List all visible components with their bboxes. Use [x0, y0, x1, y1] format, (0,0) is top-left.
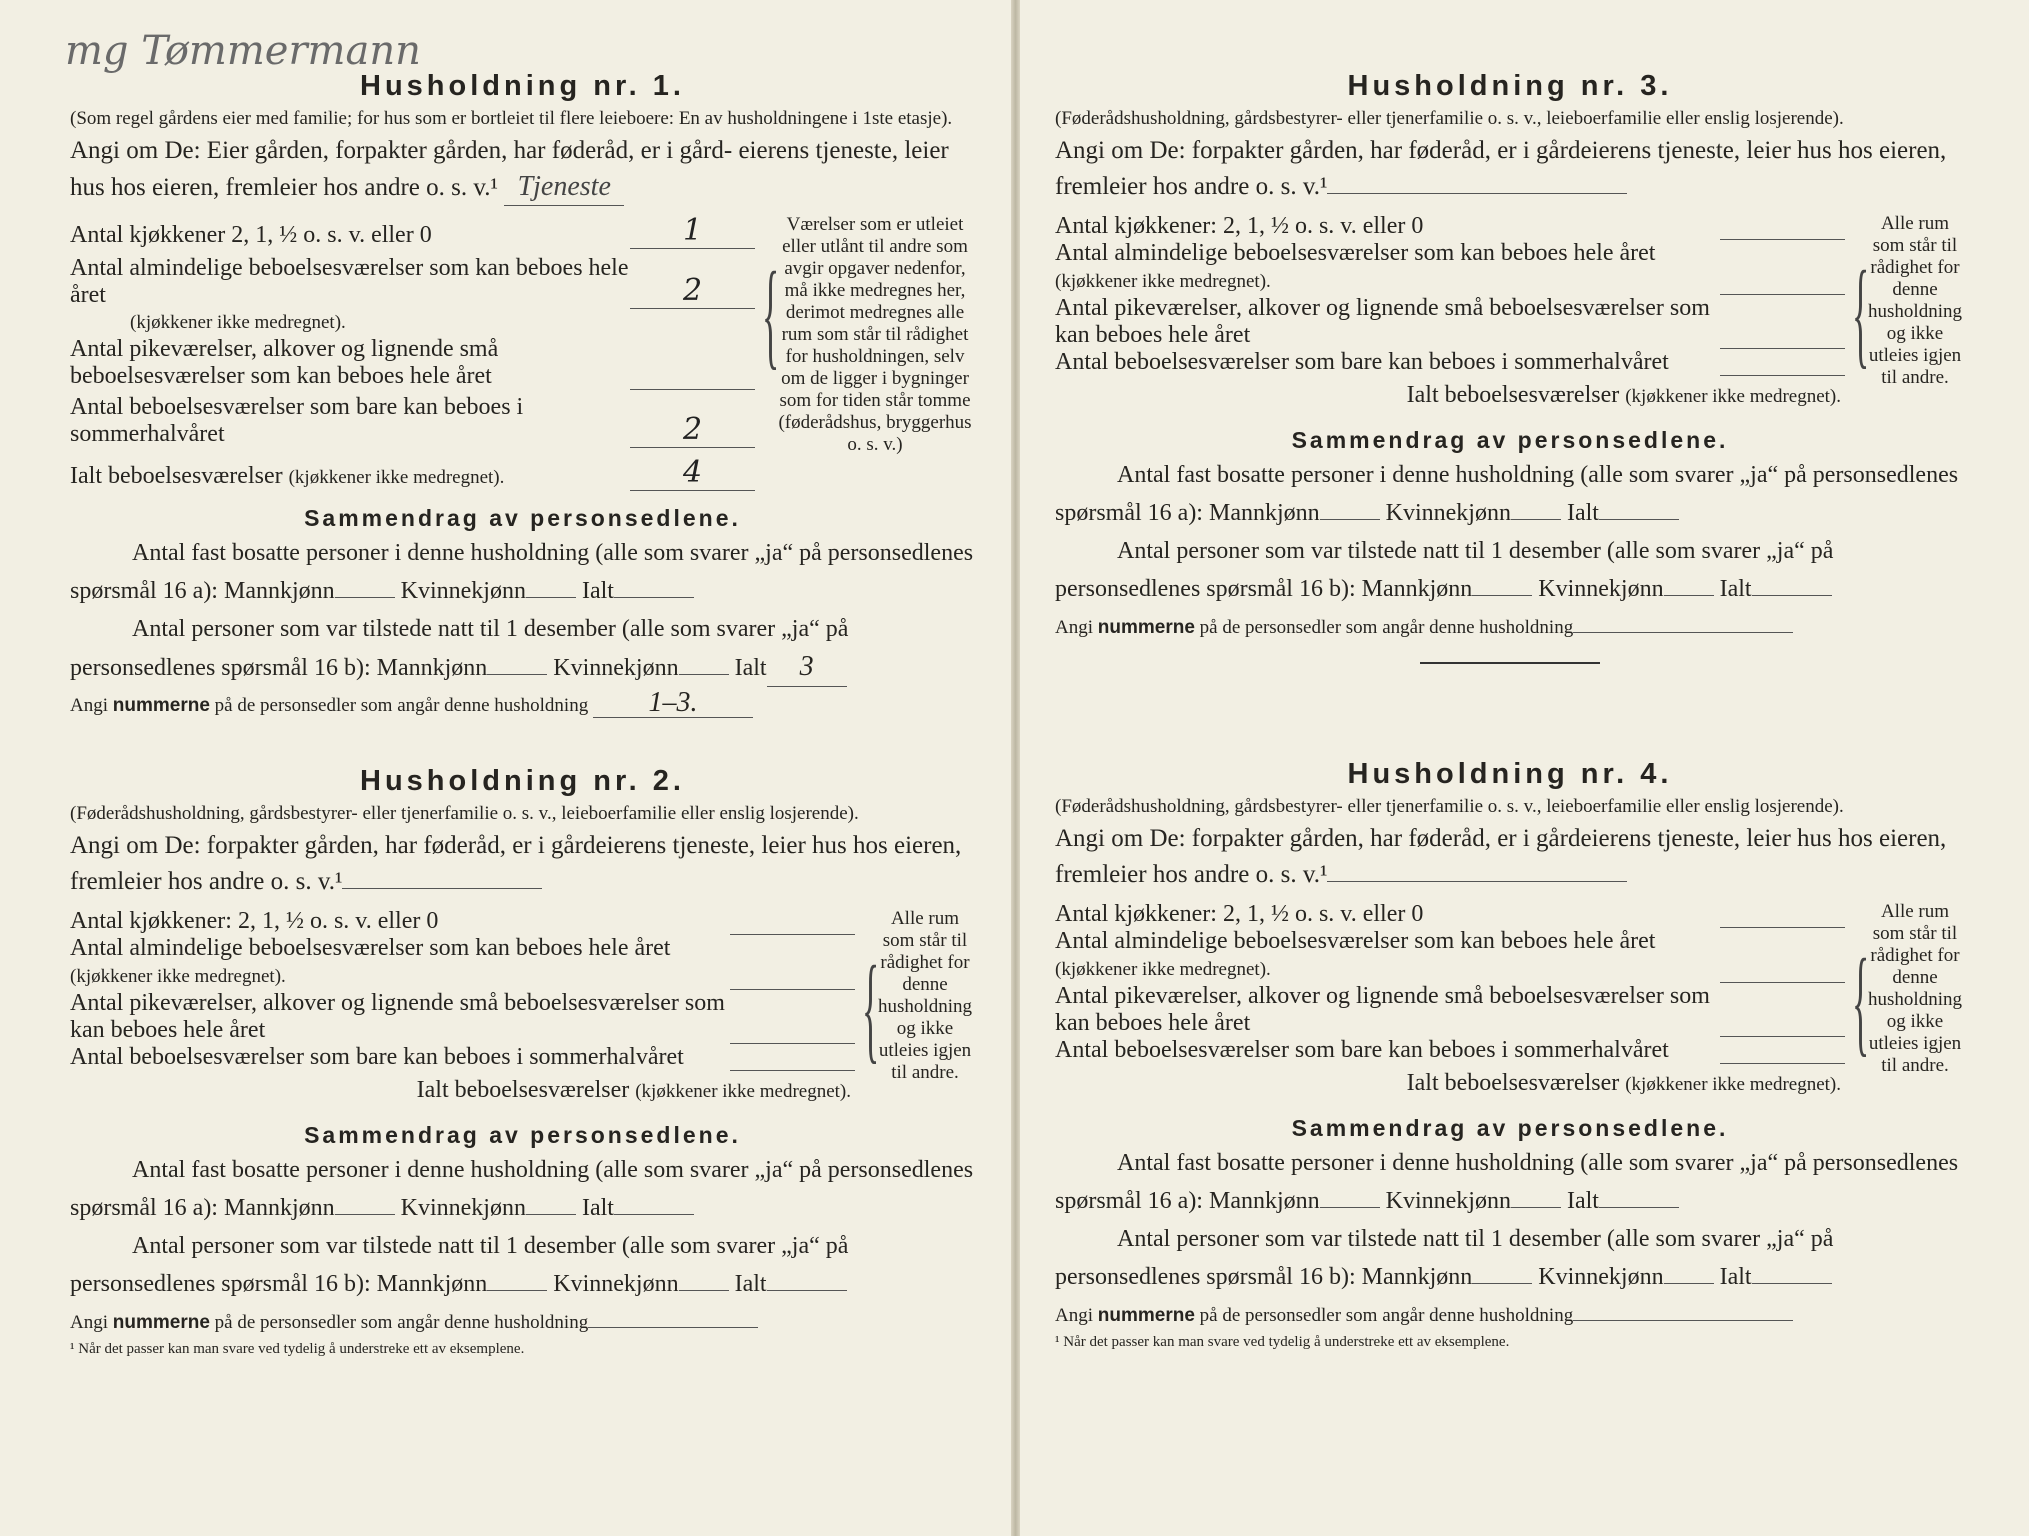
nummer-blank [1573, 610, 1793, 633]
nummer-pre: Angi [1055, 1305, 1093, 1326]
angi-blank [1327, 171, 1627, 194]
rooms-note: (kjøkkener ikke medregnet). [1055, 959, 1271, 980]
nummer-line [1055, 610, 1965, 642]
section-divider [1420, 662, 1600, 664]
maid-field [70, 990, 855, 1044]
kvinne-label: Kvinnekjønn [1538, 1264, 1664, 1290]
rooms-note: (kjøkkener ikke medregnet). [1055, 271, 1271, 292]
total-field [1055, 1068, 1845, 1100]
mann-label: Mannkjønn [376, 655, 488, 681]
mann-blank [335, 575, 395, 598]
rooms-text: Antal almindelige beboelsesværelser som kan beboes hele året [1055, 928, 1656, 954]
household-1 [70, 70, 975, 720]
mann-blank [335, 1192, 395, 1215]
summer-field [70, 394, 755, 448]
maid-value [730, 1043, 855, 1044]
total-note: (kjøkkener ikke medregnet). [288, 467, 505, 488]
household-1-angi [70, 133, 975, 206]
kitchens-value: 1 [630, 214, 755, 249]
footnote: ¹ Når det passer kan man svare ved tydelig å understreke ett av eksemplene. [1055, 1334, 1510, 1350]
rooms-value [1720, 982, 1845, 983]
kitchens-label: Antal kjøkkener 2, 1, ½ o. s. v. eller 0 [70, 222, 432, 248]
ialt-label: Ialt [1566, 1188, 1599, 1214]
maid-field [1055, 295, 1845, 349]
summer-label: Antal beboelsesværelser som bare kan beboes i sommerhalvåret [70, 1044, 684, 1070]
maid-value [1720, 1036, 1845, 1037]
nummer-blank [1573, 1298, 1793, 1321]
summary-title: Sammendrag av personsedlene. [1291, 1115, 1729, 1141]
summary-present [70, 610, 975, 687]
rooms-fields [70, 214, 755, 491]
rooms-note-text: (kjøkkener ikke medregnet). [130, 312, 346, 333]
total-label [70, 463, 630, 491]
summer-value [1720, 1063, 1845, 1064]
total-label-text: Ialt beboelsesværelser [416, 1077, 630, 1103]
summary-title: Sammendrag av personsedlene. [304, 1122, 741, 1148]
fast-text: Antal fast bosatte personer i denne husholdning (alle som svarer „ja“ på personsedlenes spørsmål 16 a): [70, 540, 974, 604]
rooms-text: Antal almindelige beboelsesværelser som kan beboes hele året [70, 935, 671, 961]
nummer-post: på de personsedler som angår denne husholdning [1199, 617, 1574, 638]
total-note: (kjøkkener ikke medregnet). [635, 1081, 851, 1102]
ialt-blank [1752, 1261, 1832, 1284]
angi-text: Angi om De: Eier gården, forpakter gården, har føderåd, er i gård- eierens tjeneste, leier hus hos eieren, fremleier hos andre o. s. v.¹ [70, 137, 949, 201]
nummer-bold: nummerne [1097, 1305, 1195, 1326]
household-2 [70, 765, 975, 1358]
kitchens-value [1720, 239, 1845, 240]
household-3-angi [1055, 133, 1965, 205]
summer-field [70, 1044, 855, 1071]
angi-answer: Tjeneste [504, 169, 624, 206]
kvinne-blank [526, 1192, 576, 1215]
household-4-note: (Føderådshusholdning, gårdsbestyrer- eller tjenerfamilie o. s. v., leieboerfamilie eller enslig losjerende). [1055, 796, 1844, 817]
kitchens-value [730, 934, 855, 935]
mann-blank [487, 1268, 547, 1291]
summary-fast [1055, 456, 1965, 532]
kvinne-blank [526, 575, 576, 598]
total-note: (kjøkkener ikke medregnet). [1625, 1074, 1841, 1095]
ialt-label: Ialt [1566, 500, 1599, 526]
household-2-angi [70, 828, 975, 900]
present-text: Antal personer som var tilstede natt til 1 desember (alle som svarer „ja“ på personsedlenes spørsmål 16 b): [70, 1233, 849, 1297]
angi-text: Angi om De: forpakter gården, har føderåd, er i gårdeierens tjeneste, leier hus hos eieren, fremleier hos andre o. s. v.¹ [1055, 137, 1947, 200]
ialt-blank [614, 1192, 694, 1215]
household-3-note: (Føderådshusholdning, gårdsbestyrer- eller tjenerfamilie o. s. v., leieboerfamilie eller enslig losjerende). [1055, 108, 1844, 129]
summer-value [730, 1070, 855, 1071]
mann-blank [1472, 573, 1532, 596]
rooms-note: (kjøkkener ikke medregnet). [70, 966, 286, 987]
summary-fast [70, 534, 975, 610]
handwritten-top-note: mg Tømmermann [65, 28, 421, 74]
total-label-text: Ialt beboelsesværelser [1406, 1070, 1620, 1096]
rooms-field [1055, 240, 1845, 295]
household-2-note: (Føderådshusholdning, gårdsbestyrer- eller tjenerfamilie o. s. v., leieboerfamilie eller enslig losjerende). [70, 803, 859, 824]
mann-blank [1472, 1261, 1532, 1284]
household-2-title: Husholdning nr. 2. [360, 765, 685, 797]
household-3-title: Husholdning nr. 3. [1347, 70, 1673, 102]
kvinne-blank [1664, 1261, 1714, 1284]
nummer-value: 1–3. [593, 689, 753, 718]
nummer-bold: nummerne [112, 1312, 210, 1333]
ialt-label: Ialt [581, 578, 614, 604]
kitchens-label: Antal kjøkkener: 2, 1, ½ o. s. v. eller 0 [1055, 213, 1424, 239]
brace-icon: { [1852, 246, 1870, 379]
brace-icon: { [862, 941, 880, 1074]
kitchens-field [70, 908, 855, 935]
angi-blank [342, 866, 542, 889]
rooms-field [70, 255, 755, 309]
nummer-pre: Angi [70, 1312, 108, 1333]
page-gutter [1011, 0, 1020, 1536]
mann-label: Mannkjønn [376, 1271, 488, 1297]
present-text: Antal personer som var tilstede natt til 1 desember (alle som svarer „ja“ på personsedlenes spørsmål 16 b): [70, 616, 849, 681]
rooms-value [730, 989, 855, 990]
summary-title: Sammendrag av personsedlene. [304, 505, 741, 531]
ialt-label: Ialt [1719, 1264, 1752, 1290]
summer-field [1055, 349, 1845, 376]
rooms-value: 2 [630, 274, 755, 309]
nummer-bold: nummerne [1097, 617, 1195, 638]
present-text: Antal personer som var tilstede natt til 1 desember (alle som svarer „ja“ på personsedlenes spørsmål 16 b): [1055, 1226, 1834, 1290]
brace-icon: { [1852, 934, 1870, 1067]
maid-label: Antal pikeværelser, alkover og lignende små beboelsesværelser som kan beboes hele året [70, 990, 725, 1043]
maid-field [70, 336, 755, 390]
rooms-value [1720, 294, 1845, 295]
summary-title: Sammendrag av personsedlene. [1291, 427, 1729, 453]
kvinne-label: Kvinnekjønn [1385, 500, 1511, 526]
kvinne-label: Kvinnekjønn [1538, 576, 1664, 602]
mann-label: Mannkjønn [1208, 500, 1320, 526]
side-note: Alle rum som står til rådighet for denne husholdning og ikke utleies igjen til andre. [878, 908, 972, 1083]
nummer-post: på de personsedler som angår denne husholdning [214, 695, 589, 716]
summer-value [1720, 375, 1845, 376]
mann-blank [1320, 1185, 1380, 1208]
kvinne-blank [1511, 1185, 1561, 1208]
kitchens-field [1055, 901, 1845, 928]
kvinne-label: Kvinnekjønn [400, 1195, 526, 1221]
mann-label: Mannkjønn [223, 578, 335, 604]
ialt-label: Ialt [734, 1271, 767, 1297]
kitchens-field [1055, 213, 1845, 240]
nummer-blank [588, 1305, 758, 1328]
nummer-post: på de personsedler som angår denne husholdning [214, 1312, 589, 1333]
maid-value [1720, 348, 1845, 349]
kvinne-blank [1511, 497, 1561, 520]
total-label-text: Ialt beboelsesværelser [1406, 382, 1620, 408]
kitchens-field [70, 214, 755, 249]
ialt-blank [1752, 573, 1832, 596]
kitchens-label: Antal kjøkkener: 2, 1, ½ o. s. v. eller 0 [70, 908, 439, 934]
household-3 [1055, 70, 1965, 664]
nummer-line [70, 689, 975, 720]
summary-present [1055, 1220, 1965, 1296]
ialt-blank [1599, 1185, 1679, 1208]
present-text: Antal personer som var tilstede natt til 1 desember (alle som svarer „ja“ på personsedlenes spørsmål 16 b): [1055, 538, 1834, 602]
mann-blank [487, 652, 547, 675]
household-4 [1055, 758, 1965, 1351]
summary-present [70, 1227, 975, 1303]
summer-label: Antal beboelsesværelser som bare kan beboes i sommerhalvåret [1055, 1037, 1669, 1063]
nummer-pre: Angi [1055, 617, 1093, 638]
rooms-block [1055, 213, 1965, 413]
household-4-title: Husholdning nr. 4. [1347, 758, 1673, 790]
ialt-blank [767, 1268, 847, 1291]
summary-fast [1055, 1144, 1965, 1220]
household-1-title: Husholdning nr. 1. [360, 70, 685, 102]
side-note: Alle rum som står til rådighet for denne husholdning og ikke utleies igjen til andre. [1868, 213, 1962, 388]
total-field [70, 456, 755, 491]
ialt-label: Ialt [581, 1195, 614, 1221]
angi-text: Angi om De: forpakter gården, har føderåd, er i gårdeierens tjeneste, leier hus hos eieren, fremleier hos andre o. s. v.¹ [70, 832, 962, 895]
rooms-fields [70, 908, 855, 1107]
kitchens-label: Antal kjøkkener: 2, 1, ½ o. s. v. eller 0 [1055, 901, 1424, 927]
kvinne-label: Kvinnekjønn [400, 578, 526, 604]
kitchens-value [1720, 927, 1845, 928]
total-field [70, 1075, 855, 1107]
kvinne-label: Kvinnekjønn [1385, 1188, 1511, 1214]
rooms-label [70, 935, 730, 990]
kvinne-blank [679, 652, 729, 675]
maid-label: Antal pikeværelser, alkover og lignende små beboelsesværelser som kan beboes hele året [1055, 295, 1710, 348]
side-note: Værelser som er utleiet eller utlånt til andre som avgir opgaver nedenfor, må ikke medregnes her, derimot medregnes alle rum som står til rådighet for husholdningen, selv om de ligger i bygninger som for tiden står tomme (føderådshus, bryggerhus o. s. v.) [778, 214, 972, 455]
rooms-block [1055, 901, 1965, 1101]
nummer-line [70, 1305, 975, 1337]
total-label [1055, 380, 1845, 412]
rooms-field [70, 935, 855, 990]
maid-field [1055, 983, 1845, 1037]
summer-label: Antal beboelsesværelser som bare kan beboes i sommerhalvåret [70, 394, 524, 447]
total-note: (kjøkkener ikke medregnet). [1625, 386, 1841, 407]
rooms-label [1055, 240, 1720, 295]
angi-text: Angi om De: forpakter gården, har føderåd, er i gårdeierens tjeneste, leier hus hos eieren, fremleier hos andre o. s. v.¹ [1055, 825, 1947, 888]
rooms-block [70, 214, 975, 491]
summary-fast [70, 1151, 975, 1227]
footnote: ¹ Når det passer kan man svare ved tydelig å understreke ett av eksemplene. [70, 1341, 525, 1357]
side-note: Alle rum som står til rådighet for denne husholdning og ikke utleies igjen til andre. [1868, 901, 1962, 1076]
rooms-note [70, 309, 755, 336]
mann-blank [1320, 497, 1380, 520]
mann-label: Mannkjønn [223, 1195, 335, 1221]
summary-present [1055, 532, 1965, 608]
brace-icon: { [762, 247, 780, 380]
summer-value: 2 [630, 413, 755, 448]
maid-value [630, 389, 755, 390]
summer-field [1055, 1037, 1845, 1064]
rooms-text: Antal almindelige beboelsesværelser som kan beboes hele året [1055, 240, 1656, 266]
mann-label: Mannkjønn [1361, 1264, 1473, 1290]
fast-text: Antal fast bosatte personer i denne husholdning (alle som svarer „ja“ på personsedlenes spørsmål 16 a): [1055, 1150, 1959, 1214]
household-4-angi [1055, 821, 1965, 893]
mann-label: Mannkjønn [1361, 576, 1473, 602]
total-label [1055, 1068, 1845, 1100]
rooms-block [70, 908, 975, 1108]
ialt-blank [614, 575, 694, 598]
total-label [70, 1075, 855, 1107]
kvinne-blank [679, 1268, 729, 1291]
rooms-fields [1055, 901, 1845, 1100]
kvinne-label: Kvinnekjønn [553, 1271, 679, 1297]
summer-label: Antal beboelsesværelser som bare kan beboes i sommerhalvåret [1055, 349, 1669, 375]
maid-label: Antal pikeværelser, alkover og lignende små beboelsesværelser som kan beboes hele året [1055, 983, 1710, 1036]
total-field [1055, 380, 1845, 412]
total-value: 4 [630, 456, 755, 491]
ialt-label: Ialt [1719, 576, 1752, 602]
ialt-label: Ialt [734, 655, 767, 681]
nummer-line [1055, 1298, 1965, 1330]
nummer-pre: Angi [70, 695, 108, 716]
kvinne-label: Kvinnekjønn [553, 655, 679, 681]
mann-label: Mannkjønn [1208, 1188, 1320, 1214]
ialt-blank [1599, 497, 1679, 520]
maid-label: Antal pikeværelser, alkover og lignende små beboelsesværelser som kan beboes hele året [70, 336, 499, 389]
rooms-label [1055, 928, 1720, 983]
present-total: 3 [767, 648, 847, 687]
fast-text: Antal fast bosatte personer i denne husholdning (alle som svarer „ja“ på personsedlenes spørsmål 16 a): [70, 1157, 974, 1221]
kvinne-blank [1664, 573, 1714, 596]
nummer-post: på de personsedler som angår denne husholdning [1199, 1305, 1574, 1326]
total-label-text: Ialt beboelsesværelser [70, 463, 283, 489]
fast-text: Antal fast bosatte personer i denne husholdning (alle som svarer „ja“ på personsedlenes spørsmål 16 a): [1055, 462, 1959, 526]
angi-blank [1327, 859, 1627, 882]
rooms-label: Antal almindelige beboelsesværelser som kan beboes hele året [70, 255, 629, 308]
nummer-bold: nummerne [112, 695, 210, 716]
rooms-field [1055, 928, 1845, 983]
household-1-note: (Som regel gårdens eier med familie; for hus som er bortleiet til flere leieboere: En av husholdningene i 1ste etasje). [70, 108, 953, 129]
rooms-fields [1055, 213, 1845, 412]
